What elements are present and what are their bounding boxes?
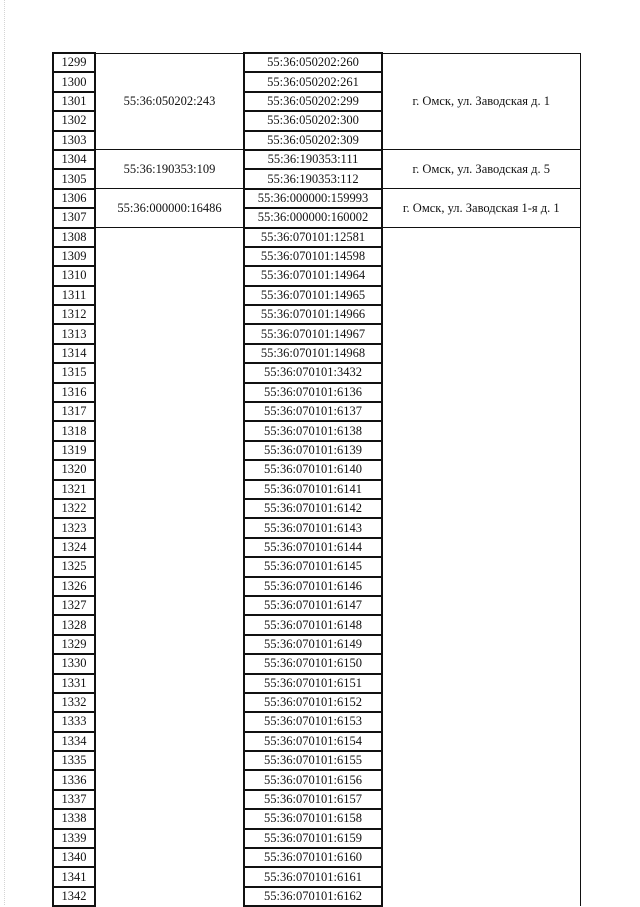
child-cadastral-number: 55:36:050202:261 — [244, 72, 382, 91]
child-cadastral-number: 55:36:070101:12581 — [244, 228, 382, 247]
row-number: 1322 — [53, 499, 95, 518]
child-cadastral-number: 55:36:070101:6140 — [244, 460, 382, 479]
row-number: 1316 — [53, 383, 95, 402]
child-cadastral-number: 55:36:070101:6149 — [244, 635, 382, 654]
child-cadastral-number: 55:36:070101:6139 — [244, 441, 382, 460]
address: г. Омск, ул. Заводская д. 1 — [382, 53, 580, 150]
row-number: 1327 — [53, 596, 95, 615]
row-number: 1310 — [53, 266, 95, 285]
row-number: 1336 — [53, 770, 95, 789]
table-row — [53, 189, 580, 208]
row-number: 1313 — [53, 324, 95, 343]
child-cadastral-number: 55:36:050202:309 — [244, 131, 382, 150]
row-number: 1325 — [53, 557, 95, 576]
address: г. Омск, ул. Заводская 1-я д. 1 — [382, 189, 580, 228]
child-cadastral-number: 55:36:190353:112 — [244, 169, 382, 188]
child-cadastral-number: 55:36:070101:6156 — [244, 770, 382, 789]
child-cadastral-number: 55:36:070101:6153 — [244, 712, 382, 731]
parent-cadastral-number — [95, 228, 244, 907]
table-body — [53, 53, 580, 906]
child-cadastral-number: 55:36:070101:6152 — [244, 693, 382, 712]
child-cadastral-number: 55:36:000000:160002 — [244, 208, 382, 227]
row-number: 1332 — [53, 693, 95, 712]
child-cadastral-number: 55:36:070101:6161 — [244, 867, 382, 886]
child-cadastral-number: 55:36:070101:14964 — [244, 266, 382, 285]
parent-cadastral-number: 55:36:190353:109 — [95, 150, 244, 189]
row-number: 1331 — [53, 674, 95, 693]
row-number: 1305 — [53, 169, 95, 188]
child-cadastral-number: 55:36:070101:6142 — [244, 499, 382, 518]
row-number: 1335 — [53, 751, 95, 770]
table-row — [53, 150, 580, 169]
row-number: 1320 — [53, 460, 95, 479]
child-cadastral-number: 55:36:070101:6158 — [244, 809, 382, 828]
child-cadastral-number: 55:36:070101:3432 — [244, 363, 382, 382]
child-cadastral-number: 55:36:070101:6145 — [244, 557, 382, 576]
row-number: 1304 — [53, 150, 95, 169]
child-cadastral-number: 55:36:070101:14965 — [244, 286, 382, 305]
child-cadastral-number: 55:36:070101:6148 — [244, 615, 382, 634]
row-number: 1328 — [53, 615, 95, 634]
address — [382, 228, 580, 907]
row-number: 1319 — [53, 441, 95, 460]
child-cadastral-number: 55:36:070101:6147 — [244, 596, 382, 615]
row-number: 1308 — [53, 228, 95, 247]
cadastral-table — [52, 52, 581, 907]
child-cadastral-number: 55:36:070101:6136 — [244, 383, 382, 402]
row-number: 1338 — [53, 809, 95, 828]
row-number: 1334 — [53, 732, 95, 751]
table-row — [53, 228, 580, 247]
row-number: 1312 — [53, 305, 95, 324]
child-cadastral-number: 55:36:070101:6159 — [244, 829, 382, 848]
child-cadastral-number: 55:36:070101:6137 — [244, 402, 382, 421]
row-number: 1303 — [53, 131, 95, 150]
row-number: 1340 — [53, 848, 95, 867]
child-cadastral-number: 55:36:070101:14966 — [244, 305, 382, 324]
child-cadastral-number: 55:36:000000:159993 — [244, 189, 382, 208]
child-cadastral-number: 55:36:050202:300 — [244, 111, 382, 130]
child-cadastral-number: 55:36:070101:6146 — [244, 577, 382, 596]
child-cadastral-number: 55:36:070101:14968 — [244, 344, 382, 363]
row-number: 1301 — [53, 92, 95, 111]
child-cadastral-number: 55:36:070101:6157 — [244, 790, 382, 809]
row-number: 1321 — [53, 480, 95, 499]
parent-cadastral-number: 55:36:050202:243 — [95, 53, 244, 150]
row-number: 1309 — [53, 247, 95, 266]
row-number: 1330 — [53, 654, 95, 673]
table-row — [53, 53, 580, 72]
row-number: 1342 — [53, 887, 95, 906]
parent-cadastral-number: 55:36:000000:16486 — [95, 189, 244, 228]
child-cadastral-number: 55:36:070101:6138 — [244, 421, 382, 440]
child-cadastral-number: 55:36:070101:14967 — [244, 324, 382, 343]
row-number: 1307 — [53, 208, 95, 227]
child-cadastral-number: 55:36:070101:6141 — [244, 480, 382, 499]
scan-edge — [4, 0, 5, 905]
child-cadastral-number: 55:36:070101:6162 — [244, 887, 382, 906]
row-number: 1323 — [53, 518, 95, 537]
row-number: 1329 — [53, 635, 95, 654]
row-number: 1341 — [53, 867, 95, 886]
row-number: 1324 — [53, 538, 95, 557]
child-cadastral-number: 55:36:070101:6143 — [244, 518, 382, 537]
child-cadastral-number: 55:36:050202:260 — [244, 53, 382, 72]
row-number: 1315 — [53, 363, 95, 382]
child-cadastral-number: 55:36:070101:6154 — [244, 732, 382, 751]
row-number: 1306 — [53, 189, 95, 208]
address: г. Омск, ул. Заводская д. 5 — [382, 150, 580, 189]
row-number: 1299 — [53, 53, 95, 72]
row-number: 1314 — [53, 344, 95, 363]
row-number: 1333 — [53, 712, 95, 731]
child-cadastral-number: 55:36:070101:14598 — [244, 247, 382, 266]
child-cadastral-number: 55:36:070101:6155 — [244, 751, 382, 770]
child-cadastral-number: 55:36:070101:6150 — [244, 654, 382, 673]
child-cadastral-number: 55:36:190353:111 — [244, 150, 382, 169]
row-number: 1337 — [53, 790, 95, 809]
row-number: 1311 — [53, 286, 95, 305]
row-number: 1300 — [53, 72, 95, 91]
child-cadastral-number: 55:36:070101:6160 — [244, 848, 382, 867]
child-cadastral-number: 55:36:070101:6151 — [244, 674, 382, 693]
row-number: 1339 — [53, 829, 95, 848]
row-number: 1317 — [53, 402, 95, 421]
row-number: 1326 — [53, 577, 95, 596]
row-number: 1318 — [53, 421, 95, 440]
child-cadastral-number: 55:36:070101:6144 — [244, 538, 382, 557]
child-cadastral-number: 55:36:050202:299 — [244, 92, 382, 111]
row-number: 1302 — [53, 111, 95, 130]
